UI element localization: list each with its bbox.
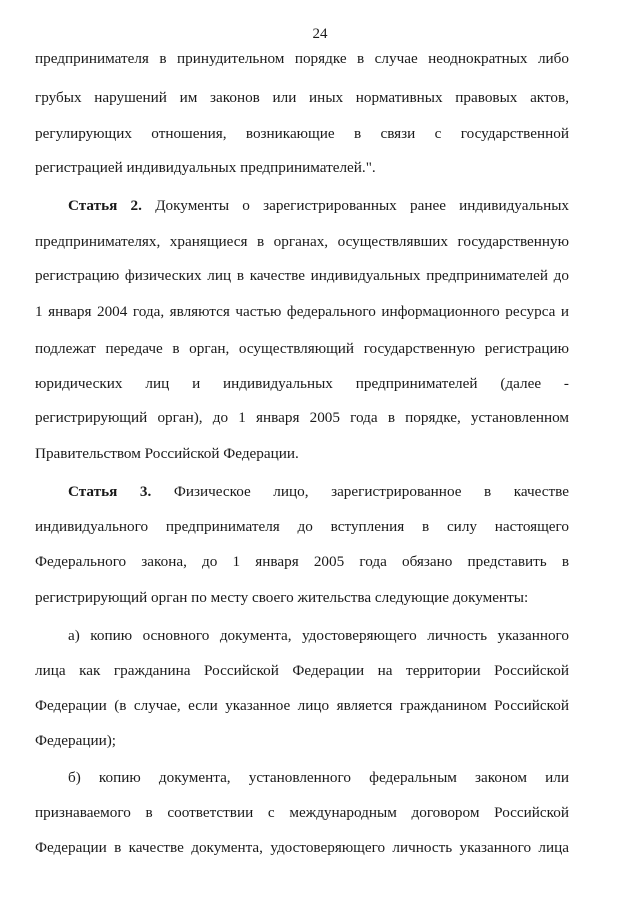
text-line: юридических лиц и индивидуальных предпринимателей (далее - <box>35 375 569 392</box>
text-line: регистрацию физических лиц в качестве индивидуальных предпринимателей до <box>35 267 569 284</box>
list-item-b: б) копию документа, установленного федеральным законом или <box>68 769 569 786</box>
article-heading: Статья 2. <box>68 197 142 214</box>
text-line: лица как гражданина Российской Федерации на территории Российской <box>35 662 569 679</box>
text-line: признаваемого в соответствии с международным договором Российской <box>35 804 569 821</box>
text-line: Федерации в качестве документа, удостоверяющего личность указанного лица <box>35 839 569 856</box>
text-line: регистрирующий орган), до 1 января 2005 года в порядке, установленном <box>35 409 569 426</box>
text-line: регулирующих отношения, возникающие в связи с государственной <box>35 125 569 142</box>
list-item-a: а) копию основного документа, удостоверяющего личность указанного <box>68 627 569 644</box>
text-line: грубых нарушений им законов или иных нормативных правовых актов, <box>35 89 569 106</box>
article-2-first-line <box>68 196 569 216</box>
text-line: предпринимателя в принудительном порядке в случае неоднократных либо <box>35 50 569 67</box>
article-3-first-line <box>68 482 569 502</box>
text-line: подлежат передаче в орган, осуществляющий государственную регистрацию <box>35 340 569 357</box>
text-line: регистрацией индивидуальных предпринимателей.". <box>35 159 376 176</box>
page-number: 24 <box>312 26 328 42</box>
text-line: индивидуального предпринимателя до вступления в силу настоящего <box>35 518 569 535</box>
text-line: 1 января 2004 года, являются частью федерального информационного ресурса и <box>35 303 569 320</box>
text-line: Федерации (в случае, если указанное лицо является гражданином Российской <box>35 697 569 714</box>
article-text: Документы о зарегистрированных ранее индивидуальных <box>155 197 569 214</box>
text-line: предпринимателях, хранящиеся в органах, осуществлявших государственную <box>35 233 569 250</box>
text-line: Федерального закона, до 1 января 2005 года обязано представить в <box>35 553 569 570</box>
article-text: Физическое лицо, зарегистрированное в качестве <box>173 483 569 500</box>
article-heading: Статья 3. <box>68 483 152 500</box>
text-line: Правительством Российской Федерации. <box>35 445 299 462</box>
text-line: Федерации); <box>35 732 117 749</box>
text-line: регистрирующий орган по месту своего жительства следующие документы: <box>35 589 529 606</box>
